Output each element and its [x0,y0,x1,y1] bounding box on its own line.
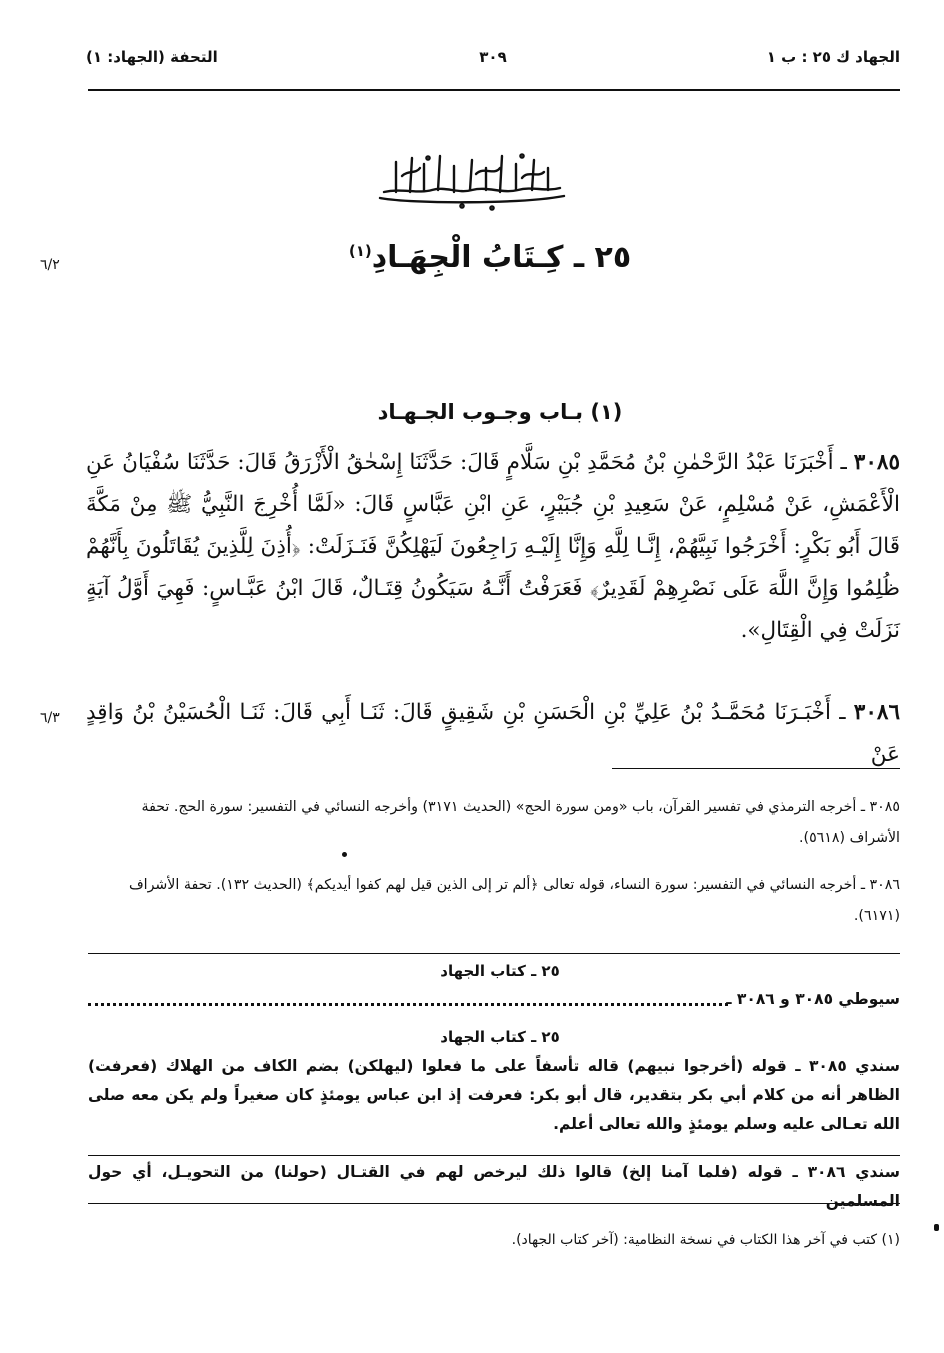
margin-reference: ٦/٣ [40,710,60,726]
notes-divider [612,768,900,769]
page-number: ٣٠٩ [479,48,507,66]
running-head [86,48,900,78]
takhrij-note: ٣٠٨٦ ـ أخرجه النسائي في التفسير: سورة النساء، قوله تعالى ﴿ألم تر إلى الذين قيل لهم كفوا أيديكم﴾ (الحديث ١٣٢). تحفة الأشراف (٦١٧١). [128,877,900,924]
suyuti-section-title: ٢٥ ـ كتاب الجهاد [440,962,560,980]
basmala-calligraphy [372,148,572,214]
print-speck [934,1224,939,1231]
hadith-number: ٣٠٨٥ [853,450,900,475]
margin-reference: ٦/٢ [40,257,60,273]
hadith-number: ٣٠٨٦ [853,700,900,725]
hadith-text: ـ أَخْبَرَنَا عَبْدُ الرَّحْمٰنِ بْنُ مُحَمَّدِ بْنِ سَلَّامٍ قَالَ: حَدَّثَنَا إِسْحٰقُ الْأَزْرَقُ قَالَ: حَدَّثَنَا سُفْيَانُ عَنِ الْأَعْمَشِ، عَنْ مُسْلِمٍ، عَنْ سَعِيدِ بْنِ جُبَيْرٍ، عَنِ ابْنِ عَبَّاسٍ قَالَ: «لَمَّا أُخْرِجَ النَّبِيُّ ﷺ مِنْ مَكَّةَ قَالَ أَبُو بَكْرٍ: أَخْرَجُوا نَبِيَّهُمْ، إِنَّـا لِلَّهِ وَإِنَّا إِلَيْـهِ رَاجِعُونَ لَيَهْلِكُنَّ فَنَـزَلَتْ: ﴿أُذِنَ لِلَّذِينَ يُقَاتَلُونَ بِأَنَّهُمْ ظُلِمُوا وَإِنَّ اللَّهَ عَلَى نَصْرِهِمْ لَقَدِيرٌ﴾ فَعَرَفْتُ أَنَّـهُ سَيَكُونُ قِتَـالٌ، قَالَ ابْنُ عَبَّـاسٍ: فَهِيَ أَوَّلُ آيَةٍ نَزَلَتْ فِي الْقِتَالِ». [86,450,900,643]
sindi-section-title: ٢٥ ـ كتاب الجهاد [440,1028,560,1046]
chapter-title: (١) بـاب وجـوب الجـهـاد [377,400,623,424]
print-speck [342,852,347,857]
sindi-commentary: سندي ٣٠٨٥ ـ قوله (أخرجوا نبيهم) قاله تأسفاً على ما فعلوا (ليهلكن) بضم الكاف من الهلاك (فعرفت) الظاهر أنه من كلام أبي بكر بتقدير، قال أبو بكر: فعرفت إذ ابن عباس يومئذٍ كان صغيراً ولم يكن معه صلى الله تعـالى عليه وسلم يومئذٍ والله تعالى أعلم. [88,1057,900,1133]
footnote: (١) كتب في آخر هذا الكتاب في نسخة النظامية: (آخر كتاب الجهاد). [511,1232,900,1248]
hadith-entry [86,442,900,652]
basmala-calligraphy-icon [372,148,572,214]
commentary-divider [88,953,900,954]
running-head-chapter: الجهاد ك ٢٥ : ب ١ [766,48,900,66]
takhrij-note: ٣٠٨٥ ـ أخرجه الترمذي في تفسير القرآن، باب «ومن سورة الحج» (الحديث ٣١٧١) وأخرجه النسائي في التفسير: سورة الحج. تحفة الأشراف (٥٦١٨). [141,799,900,846]
book-title-footnote-mark: (١) [348,242,372,260]
suyuti-commentary [88,990,900,1016]
running-head-tuhfa: التحفة (الجهاد: ١) [86,48,218,66]
sindi-commentary: سندي ٣٠٨٦ ـ قوله (فلما آمنا إلخ) قالوا ذلك ليرخص لهم في القتـال (حولنا) من التحويـل، أي حول المسلمين [88,1163,900,1210]
book-title [280,240,700,275]
book-title-text: ٢٥ ـ كِـتَابُ الْجِهَـادِ [371,240,632,275]
sindi-divider [88,1155,900,1156]
hadith-entry [86,692,900,776]
hadith-text: ـ أَخْبَـرَنَا مُحَمَّـدُ بْنُ عَلِيِّ بْنِ الْحَسَنِ بْنِ شَقِيقٍ قَالَ: ثَنَـا أَبِي قَالَ: ثَنَـا الْحُسَيْنُ بْنُ وَاقِدٍ عَنْ [86,700,900,767]
dotted-leader [88,1003,728,1006]
footnote-divider [88,1203,900,1204]
header-divider [88,89,900,91]
suyuti-label: سيوطي ٣٠٨٥ و ٣٠٨٦ ـ [726,990,900,1008]
